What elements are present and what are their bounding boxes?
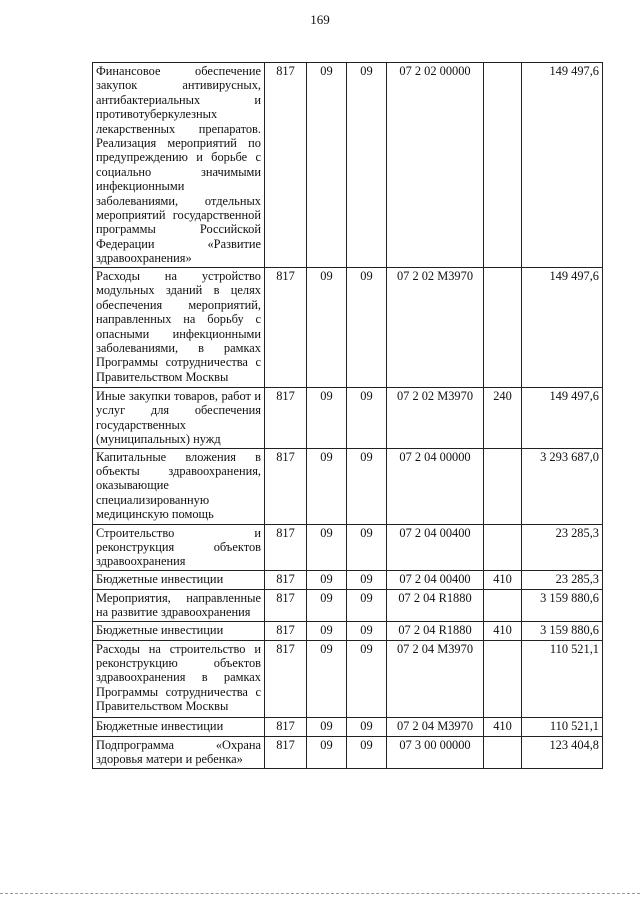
amount: 149 497,6 xyxy=(522,268,603,388)
row-name: Бюджетные инвестиции xyxy=(93,621,265,640)
amount: 149 497,6 xyxy=(522,388,603,449)
section-code: 09 xyxy=(307,570,347,589)
subsection-code: 09 xyxy=(347,640,387,717)
row-name: Подпрограмма «Охрана здоровья матери и ребенка» xyxy=(93,736,265,768)
subsection-code: 09 xyxy=(347,448,387,524)
amount: 149 497,6 xyxy=(522,63,603,268)
expense-type xyxy=(484,736,522,768)
subsection-code: 09 xyxy=(347,736,387,768)
row-name: Иные закупки товаров, работ и услуг для обеспечения государственных (муниципальных) нужд xyxy=(93,388,265,449)
target-article: 07 2 02 00000 xyxy=(387,63,484,268)
table-row xyxy=(93,268,603,388)
row-name: Строительство и реконструкция объектов здравоохранения xyxy=(93,524,265,570)
subsection-code: 09 xyxy=(347,524,387,570)
row-name: Капитальные вложения в объекты здравоохранения, оказывающие специализированную медицинскую помощь xyxy=(93,448,265,524)
section-code: 09 xyxy=(307,736,347,768)
target-article: 07 2 04 R1880 xyxy=(387,589,484,621)
budget-table xyxy=(92,62,603,769)
target-article: 07 2 04 М3970 xyxy=(387,717,484,736)
table-row xyxy=(93,717,603,736)
expense-type xyxy=(484,63,522,268)
ministry-code: 817 xyxy=(265,717,307,736)
target-article: 07 2 04 00000 xyxy=(387,448,484,524)
ministry-code: 817 xyxy=(265,736,307,768)
ministry-code: 817 xyxy=(265,524,307,570)
subsection-code: 09 xyxy=(347,589,387,621)
subsection-code: 09 xyxy=(347,717,387,736)
table-row xyxy=(93,388,603,449)
ministry-code: 817 xyxy=(265,621,307,640)
table-row xyxy=(93,448,603,524)
ministry-code: 817 xyxy=(265,640,307,717)
expense-type xyxy=(484,524,522,570)
section-code: 09 xyxy=(307,268,347,388)
subsection-code: 09 xyxy=(347,570,387,589)
amount: 3 159 880,6 xyxy=(522,621,603,640)
amount: 3 293 687,0 xyxy=(522,448,603,524)
page-bottom-border xyxy=(0,893,640,894)
section-code: 09 xyxy=(307,388,347,449)
ministry-code: 817 xyxy=(265,570,307,589)
expense-type xyxy=(484,448,522,524)
ministry-code: 817 xyxy=(265,448,307,524)
expense-type: 410 xyxy=(484,717,522,736)
row-name: Бюджетные инвестиции xyxy=(93,570,265,589)
target-article: 07 2 04 00400 xyxy=(387,570,484,589)
subsection-code: 09 xyxy=(347,268,387,388)
table-row xyxy=(93,63,603,268)
ministry-code: 817 xyxy=(265,63,307,268)
amount: 123 404,8 xyxy=(522,736,603,768)
amount: 3 159 880,6 xyxy=(522,589,603,621)
target-article: 07 2 02 М3970 xyxy=(387,268,484,388)
expense-type: 410 xyxy=(484,570,522,589)
table-row xyxy=(93,736,603,768)
ministry-code: 817 xyxy=(265,589,307,621)
expense-type: 240 xyxy=(484,388,522,449)
section-code: 09 xyxy=(307,63,347,268)
table-row xyxy=(93,524,603,570)
expense-type xyxy=(484,640,522,717)
table-row xyxy=(93,640,603,717)
row-name: Мероприятия, направленные на развитие здравоохранения xyxy=(93,589,265,621)
table-row xyxy=(93,621,603,640)
amount: 23 285,3 xyxy=(522,524,603,570)
target-article: 07 3 00 00000 xyxy=(387,736,484,768)
table-row xyxy=(93,589,603,621)
target-article: 07 2 04 00400 xyxy=(387,524,484,570)
section-code: 09 xyxy=(307,640,347,717)
subsection-code: 09 xyxy=(347,63,387,268)
row-name: Бюджетные инвестиции xyxy=(93,717,265,736)
ministry-code: 817 xyxy=(265,388,307,449)
expense-type xyxy=(484,589,522,621)
subsection-code: 09 xyxy=(347,621,387,640)
section-code: 09 xyxy=(307,589,347,621)
table-row xyxy=(93,570,603,589)
section-code: 09 xyxy=(307,448,347,524)
target-article: 07 2 02 М3970 xyxy=(387,388,484,449)
section-code: 09 xyxy=(307,717,347,736)
amount: 23 285,3 xyxy=(522,570,603,589)
amount: 110 521,1 xyxy=(522,717,603,736)
target-article: 07 2 04 R1880 xyxy=(387,621,484,640)
expense-type: 410 xyxy=(484,621,522,640)
expense-type xyxy=(484,268,522,388)
row-name: Расходы на строительство и реконструкцию объектов здравоохранения в рамках Программы сотрудничества с Правительством Москвы xyxy=(93,640,265,717)
row-name: Расходы на устройство модульных зданий в целях обеспечения мероприятий, направленных на борьбу с опасными инфекционными заболеваниями, в рамках Программы сотрудничества с Правительством Москвы xyxy=(93,268,265,388)
amount: 110 521,1 xyxy=(522,640,603,717)
page-number: 169 xyxy=(310,12,330,27)
row-name: Финансовое обеспечение закупок антивирусных, антибактериальных и противотуберкулезных лекарственных препаратов. Реализация мероприятий по предупреждению и борьбе с социально значимыми инфекционными заболеваниями, отдельных мероприятий государственной программы Российской Федерации «Развитие здравоохранения» xyxy=(93,63,265,268)
ministry-code: 817 xyxy=(265,268,307,388)
target-article: 07 2 04 М3970 xyxy=(387,640,484,717)
section-code: 09 xyxy=(307,621,347,640)
section-code: 09 xyxy=(307,524,347,570)
subsection-code: 09 xyxy=(347,388,387,449)
